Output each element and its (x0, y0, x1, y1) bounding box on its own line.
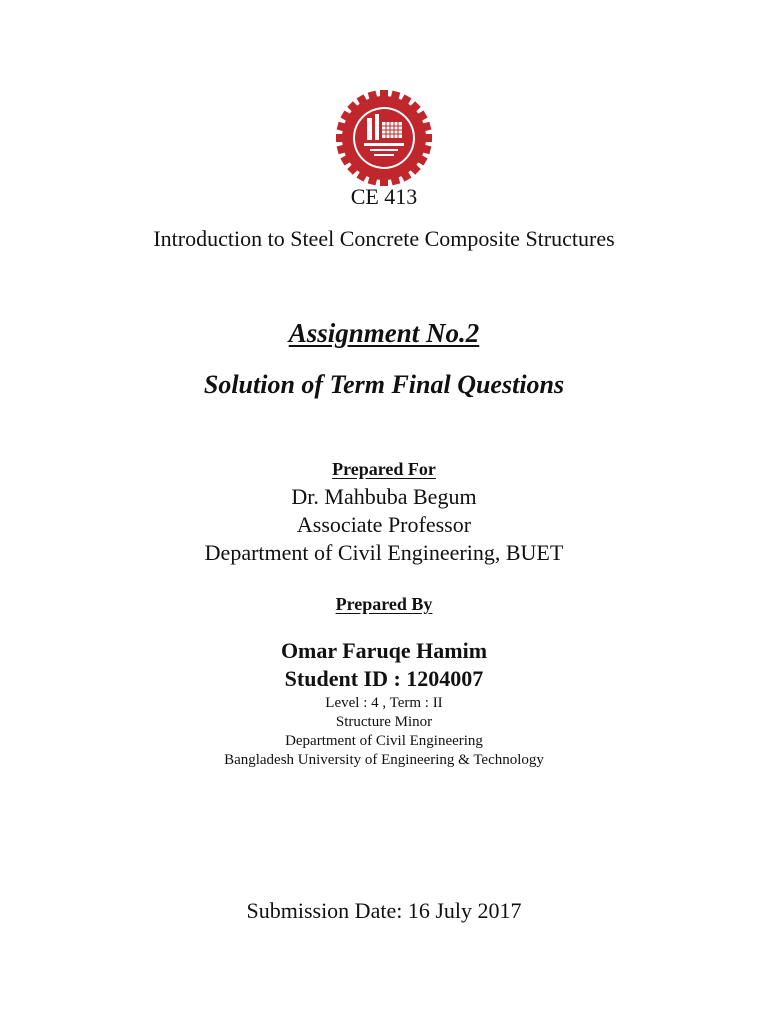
author-department: Department of Civil Engineering (285, 733, 483, 749)
level-term: Level : 4 , Term : II (325, 695, 443, 711)
assignment-title: Assignment No.2 (288, 318, 480, 348)
author-name: Omar Faruqe Hamim (280, 638, 488, 663)
submission-date: Submission Date: 16 July 2017 (246, 898, 522, 923)
prepared-by-label: Prepared By (335, 594, 433, 614)
recipient-designation: Associate Professor (296, 512, 472, 537)
course-code: CE 413 (350, 184, 418, 209)
student-id: Student ID : 1204007 (284, 666, 484, 691)
group: Structure Minor (335, 714, 433, 730)
recipient-name: Dr. Mahbuba Begum (291, 484, 477, 509)
university-name: Bangladesh University of Engineering & Technology (224, 752, 544, 768)
prepared-for-label: Prepared For (332, 459, 436, 479)
university-seal-icon (334, 88, 434, 188)
recipient-department: Department of Civil Engineering, BUET (204, 540, 564, 565)
assignment-subtitle: Solution of Term Final Questions (203, 370, 565, 399)
course-title: Introduction to Steel Concrete Composite Structures (153, 226, 615, 251)
